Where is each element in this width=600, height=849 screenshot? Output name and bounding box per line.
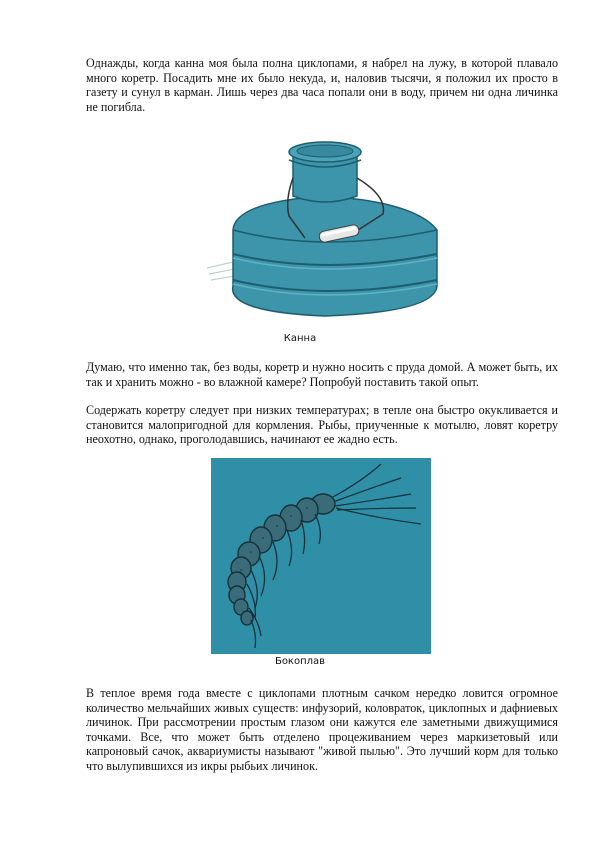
paragraph-4: В теплое время года вместе с циклопами плотным сачком нередко ловится огромное количество мельчайших живых существ: инфузорий, коловраток, циклопных и дафниевых личинок. При рассмотрении простым глазом они кажутся еле заметными движущимися точками. Все, что может быть отделено процеживанием через маркизетовый или капроновый сачок, аквариумисты называют "живой пылью". Это лучший корм для только что вылупившихся из икры рыбьих личинок. <box>86 686 558 773</box>
kanna-illustration <box>205 130 445 330</box>
paragraph-2: Думаю, что именно так, без воды, коретр и нужно носить с пруда домой. А может быть, их так и хранить можно - во влажной камере? Попробуй поставить такой опыт. <box>86 360 558 389</box>
kanna-caption: Канна <box>283 333 317 344</box>
bokoplav-illustration <box>211 458 431 654</box>
paragraph-1: Однажды, когда канна моя была полна циклопами, я набрел на лужу, в которой плавало много коретр. Посадить мне их было некуда, и, наловив тысячи, я положил их просто в газету и сунул в карман. Лишь через два часа попали они в воду, причем ни одна личинка не погибла. <box>86 56 558 114</box>
paragraph-3: Содержать коретру следует при низких температурах; в тепле она быстро окукливается и становится малопригодной для кормления. Рыбы, приученные к мотылю, ловят коретру неохотно, однако, проголодавшись, начинают ее жадно есть. <box>86 403 558 447</box>
bokoplav-caption: Бокоплав <box>274 656 326 667</box>
